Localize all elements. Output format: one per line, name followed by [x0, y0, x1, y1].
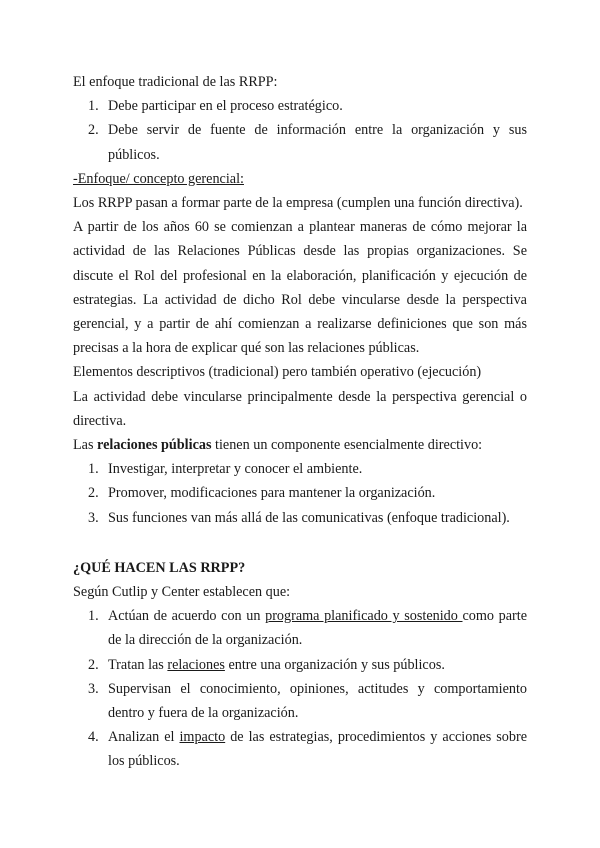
list-number: 3.: [88, 680, 99, 697]
underlined-term: relaciones: [167, 656, 225, 673]
paragraph: A partir de los años 60 se comienzan a plantear maneras de cómo mejorar la actividad de las Relaciones Públicas desde las propias organizaciones. Se discute el Rol del profesional en la elaboración, planificación y ejecución de estrategias. La actividad de dicho Rol debe vincularse desde la perspectiva gerencial, y a partir de ahí comienzan a realizarse definiciones que son más precisas a la hora de explicar qué son las relaciones públicas.: [73, 219, 527, 357]
paragraph: Los RRPP pasan a formar parte de la empresa (cumplen una función directiva).: [73, 195, 523, 212]
list-number: 3.: [88, 509, 99, 526]
list-item: [73, 725, 527, 773]
list-item: [73, 457, 527, 481]
list-item: [73, 94, 527, 118]
directive-list: [73, 457, 527, 530]
list-text: Debe servir de fuente de información entre la organización y sus públicos.: [108, 122, 527, 163]
intro-title: El enfoque tradicional de las RRPP:: [73, 74, 278, 90]
list-number: 1.: [88, 608, 99, 625]
bold-term: relaciones públicas: [97, 437, 212, 454]
list-text: Promover, modificaciones para mantener la organización.: [108, 485, 436, 502]
text-span: Actúan de acuerdo con un: [108, 608, 266, 625]
list-text: Investigar, interpretar y conocer el ambiente.: [108, 461, 363, 478]
text-span: como parte de la dirección de la organización.: [108, 608, 528, 649]
list-item: [73, 481, 527, 505]
list-item: [73, 118, 527, 166]
list-item: [73, 653, 527, 677]
list-item: [73, 604, 527, 652]
cutlip-list: [73, 604, 527, 773]
list-text: Sus funciones van más allá de las comunicativas (enfoque tradicional).: [108, 509, 510, 526]
list-number: 2.: [88, 485, 99, 502]
section-title: -Enfoque/ concepto gerencial:: [73, 170, 244, 187]
underlined-term: impacto: [179, 729, 226, 746]
list-number: 2.: [88, 656, 99, 673]
list-number: 1.: [88, 98, 99, 115]
paragraph: [73, 433, 527, 457]
document-body: [73, 70, 527, 774]
underlined-term: programa planificado y sostenido: [265, 608, 463, 625]
list-text: Supervisan el conocimiento, opiniones, actitudes y comportamiento dentro y fuera de la organización.: [108, 680, 527, 722]
list-text: Debe participar en el proceso estratégico.: [108, 98, 343, 115]
paragraph: La actividad debe vincularse principalmente desde la perspectiva gerencial o directiva.: [73, 388, 527, 429]
list-number: 1.: [88, 461, 99, 478]
text-span: tienen un componente esencialmente directivo:: [211, 437, 483, 454]
list-number: 4.: [88, 729, 99, 746]
paragraph: Según Cutlip y Center establecen que:: [73, 584, 291, 601]
intro-list: [73, 94, 527, 167]
text-span: entre una organización y sus públicos.: [224, 656, 445, 673]
list-number: 2.: [88, 122, 99, 139]
text-span: Tratan las: [108, 656, 168, 673]
section-heading: ¿QUÉ HACEN LAS RRPP?: [73, 559, 246, 576]
list-item: [73, 506, 527, 530]
paragraph: Elementos descriptivos (tradicional) pero también operativo (ejecución): [73, 364, 482, 381]
text-span: Las: [73, 437, 98, 454]
text-span: de las estrategias, procedimientos y acciones sobre los públicos.: [108, 729, 527, 770]
list-item: [73, 677, 527, 725]
text-span: Analizan el: [108, 729, 180, 746]
